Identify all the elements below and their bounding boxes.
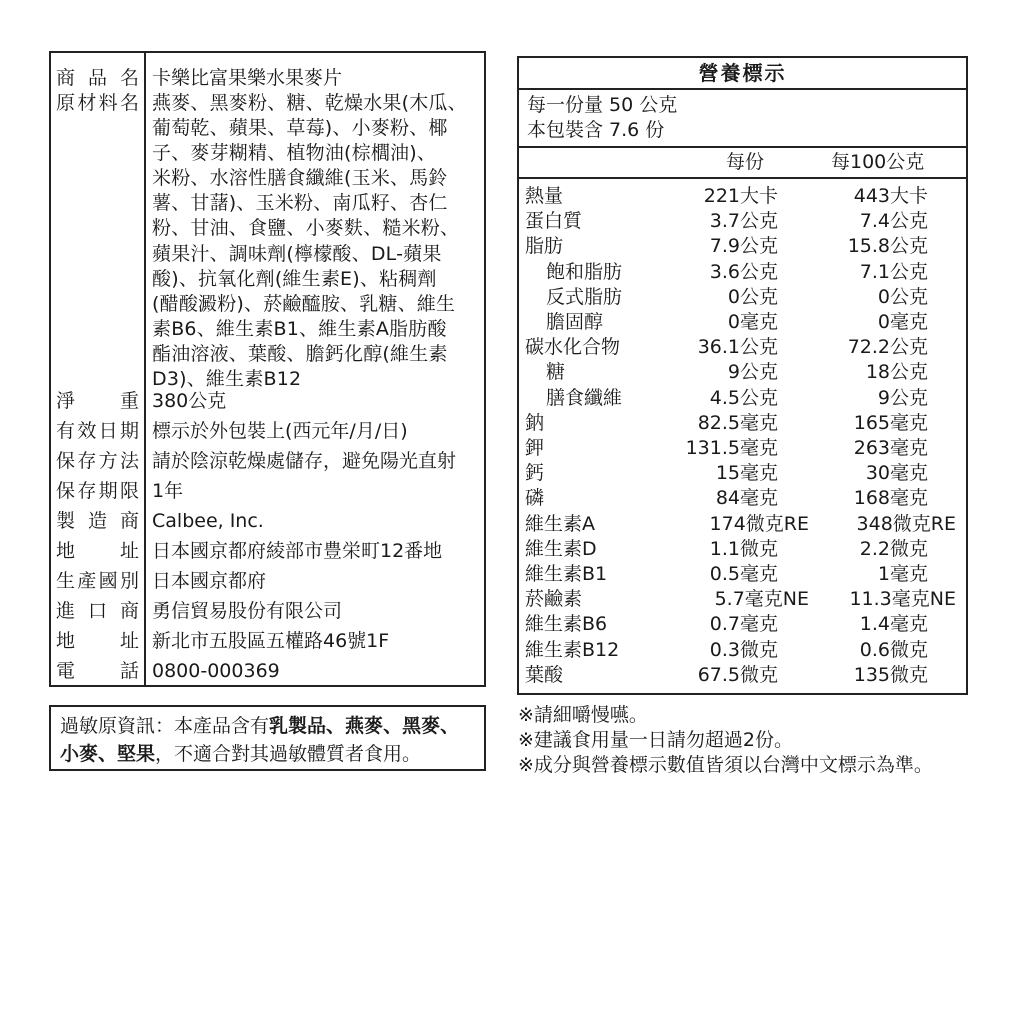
nutrient-per-serving: 3.6公克 xyxy=(709,260,778,283)
value-mfr-address: 日本國京都府綾部市豊栄町12番地 xyxy=(152,540,443,562)
value-importer: 勇信貿易股份有限公司 xyxy=(152,600,343,622)
ingredients-line: 素B6、維生素B1、維生素A脂肪酸 xyxy=(152,317,447,340)
value-manufacturer: Calbee, Inc. xyxy=(152,510,264,532)
label-shelf-life: 保存期限 xyxy=(56,480,139,502)
nutrient-per-100g: 0毫克 xyxy=(877,311,928,333)
ingredients-line: (醋酸澱粉)、菸鹼醯胺、乳糖、維生 xyxy=(152,292,456,315)
value-origin: 日本國京都府 xyxy=(152,570,267,592)
servings-per-pack: 本包裝含 7.6 份 xyxy=(527,119,665,141)
nutrient-per-serving: 7.9公克 xyxy=(709,235,778,258)
nutrient-name: 維生素B6 xyxy=(525,613,608,636)
value-shelf-life: 1年 xyxy=(152,480,184,502)
nutrient-per-serving: 15毫克 xyxy=(715,462,778,485)
nutrient-name: 蛋白質 xyxy=(525,210,583,233)
nutrient-row xyxy=(519,436,966,461)
label-origin: 生產國別 xyxy=(56,570,139,592)
nutrient-per-serving: 0毫克 xyxy=(727,311,778,333)
nutrient-row xyxy=(519,360,966,385)
nutrient-per-100g: 0.6微克 xyxy=(859,638,928,661)
ingredients-line: 米粉、水溶性膳食纖維(玉米、馬鈴 xyxy=(152,167,448,190)
nutrient-per-100g: 1毫克 xyxy=(877,563,928,585)
ingredients-line: 薯、甘藷)、玉米粉、南瓜籽、杏仁 xyxy=(152,192,448,215)
allergen-prefix: 過敏原資訊：本產品含有 xyxy=(60,715,270,737)
nutrient-row xyxy=(519,285,966,310)
nutrient-per-serving: 131.5毫克 xyxy=(685,437,778,459)
nutrient-per-serving: 174微克RE xyxy=(709,512,809,535)
nutrition-table xyxy=(517,56,968,695)
allergen-info: 過敏原資訊：本產品含有乳製品、燕麥、黑麥、 小麥、堅果，不適合對其過敏體質者食用。 xyxy=(49,705,486,771)
allergen-item: 燕麥 xyxy=(345,715,384,737)
nutrient-name: 脂肪 xyxy=(525,235,564,258)
nutrient-name: 熱量 xyxy=(525,185,564,207)
nutrition-title: 營養標示 xyxy=(519,58,966,90)
allergen-item: 堅果 xyxy=(117,743,156,765)
nutrient-per-100g: 168毫克 xyxy=(853,487,928,510)
nutrient-row xyxy=(519,562,966,587)
nutrient-row xyxy=(519,587,966,612)
note-daily-limit: ※建議食用量一日請勿超過2份。 xyxy=(518,729,794,751)
nutrient-per-serving: 82.5毫克 xyxy=(697,411,778,434)
nutrient-per-100g: 7.4公克 xyxy=(859,210,928,233)
ingredients-line: 子、麥芽糊精、植物油(棕櫚油)、 xyxy=(152,142,437,165)
label-product-name: 商品名 xyxy=(56,67,139,89)
ingredients-line: D3)、維生素B12 xyxy=(152,368,302,391)
nutrient-per-100g: 15.8公克 xyxy=(847,235,928,258)
nutrient-per-100g: 30毫克 xyxy=(865,462,928,485)
nutrient-row xyxy=(519,335,966,360)
label-storage: 保存方法 xyxy=(56,450,139,472)
nutrient-row xyxy=(519,638,966,663)
nutrient-row xyxy=(519,234,966,259)
nutrient-row xyxy=(519,184,966,209)
nutrient-per-serving: 221大卡 xyxy=(703,185,778,207)
nutrient-name: 維生素A xyxy=(525,512,595,535)
nutrient-row xyxy=(519,310,966,335)
nutrient-row xyxy=(519,461,966,486)
ingredients-line: 葡萄乾、蘋果、草莓)、小麥粉、椰 xyxy=(152,117,448,140)
nutrient-name: 膽固醇 xyxy=(546,311,604,333)
col-per-100g: 每100公克 xyxy=(831,151,925,173)
nutrient-name: 菸鹼素 xyxy=(525,588,583,611)
nutrient-per-100g: 7.1公克 xyxy=(859,260,928,283)
nutrient-per-100g: 2.2微克 xyxy=(859,537,928,560)
label-mfr-address: 地址 xyxy=(56,540,139,562)
nutrient-per-100g: 443大卡 xyxy=(853,185,928,207)
nutrient-name: 維生素D xyxy=(525,537,597,560)
value-importer-address: 新北市五股區五權路46號1F xyxy=(152,630,390,652)
label-importer-address: 地址 xyxy=(56,630,139,652)
nutrient-name: 碳水化合物 xyxy=(525,336,621,359)
nutrient-per-100g: 9公克 xyxy=(877,386,928,409)
nutrient-row xyxy=(519,209,966,234)
serving-size: 每一份量 50 公克 xyxy=(527,94,678,116)
label-ingredients: 原材料名 xyxy=(56,92,139,114)
ingredients-line: 酸)、抗氧化劑(維生素E)、粘稠劑 xyxy=(152,267,437,290)
nutrient-per-serving: 9公克 xyxy=(727,361,778,384)
label-importer: 進口商 xyxy=(56,600,139,622)
nutrient-row xyxy=(519,663,966,688)
nutrient-per-serving: 84毫克 xyxy=(715,487,778,510)
nutrient-per-serving: 4.5公克 xyxy=(709,386,778,409)
value-expiry: 標示於外包裝上(西元年/月/日) xyxy=(152,420,408,442)
nutrient-name: 反式脂肪 xyxy=(546,285,623,308)
col-per-serving: 每份 xyxy=(726,151,765,173)
label-phone: 電話 xyxy=(56,660,139,682)
note-taiwan-label: ※成分與營養標示數值皆須以台灣中文標示為準。 xyxy=(518,754,933,776)
nutrient-per-serving: 0.5毫克 xyxy=(709,563,778,585)
nutrient-name: 磷 xyxy=(525,487,545,510)
nutrient-row xyxy=(519,612,966,637)
allergen-item: 乳製品 xyxy=(269,715,327,737)
nutrient-name: 鉀 xyxy=(525,437,545,459)
nutrient-per-serving: 36.1公克 xyxy=(697,336,778,359)
nutrient-name: 膳食纖維 xyxy=(546,386,623,409)
value-net-weight: 380公克 xyxy=(152,390,227,412)
ingredients-line: 燕麥、黑麥粉、糖、乾燥水果(木瓜、 xyxy=(152,92,467,114)
nutrient-row xyxy=(519,411,966,436)
nutrient-name: 維生素B12 xyxy=(525,638,620,661)
note-chew: ※請細嚼慢嚥。 xyxy=(518,704,648,726)
nutrient-per-100g: 18公克 xyxy=(865,361,928,384)
nutrient-name: 糖 xyxy=(546,361,566,384)
nutrient-per-100g: 348微克RE xyxy=(856,512,956,535)
nutrient-row xyxy=(519,486,966,511)
nutrient-name: 鈉 xyxy=(525,411,545,434)
ingredients-line: 粉、甘油、食鹽、小麥麩、糙米粉、 xyxy=(152,217,460,240)
nutrient-per-serving: 0公克 xyxy=(727,285,778,308)
label-manufacturer: 製造商 xyxy=(56,510,139,532)
nutrient-per-100g: 135微克 xyxy=(853,663,928,686)
product-info-table xyxy=(49,51,486,687)
nutrient-row xyxy=(519,512,966,537)
nutrient-name: 鈣 xyxy=(525,462,545,485)
nutrient-per-serving: 1.1微克 xyxy=(709,537,778,560)
nutrient-per-serving: 0.3微克 xyxy=(709,638,778,661)
value-product-name: 卡樂比富果樂水果麥片 xyxy=(152,67,343,89)
nutrient-per-100g: 263毫克 xyxy=(853,437,928,459)
nutrient-per-serving: 5.7毫克NE xyxy=(714,588,809,611)
allergen-suffix: ，不適合對其過敏體質者食用。 xyxy=(155,743,422,765)
nutrient-name: 維生素B1 xyxy=(525,563,608,585)
nutrient-per-100g: 1.4毫克 xyxy=(859,613,928,636)
ingredients-line: 酯油溶液、葉酸、膽鈣化醇(維生素 xyxy=(152,342,448,365)
nutrient-per-100g: 11.3毫克NE xyxy=(849,588,956,611)
nutrient-name: 葉酸 xyxy=(525,663,564,686)
label-net-weight: 淨重 xyxy=(56,390,139,412)
nutrient-name: 飽和脂肪 xyxy=(546,260,623,283)
nutrient-per-100g: 72.2公克 xyxy=(847,336,928,359)
label-expiry: 有效日期 xyxy=(56,420,139,442)
ingredients-line: 蘋果汁、調味劑(檸檬酸、DL-蘋果 xyxy=(152,242,442,265)
nutrient-per-serving: 3.7公克 xyxy=(709,210,778,233)
nutrient-row xyxy=(519,386,966,411)
value-phone: 0800-000369 xyxy=(152,660,280,682)
value-storage: 請於陰涼乾燥處儲存，避免陽光直射 xyxy=(152,450,457,472)
nutrient-per-100g: 0公克 xyxy=(877,285,928,308)
nutrient-row xyxy=(519,537,966,562)
ingredients-text xyxy=(152,91,482,392)
nutrient-row xyxy=(519,260,966,285)
nutrient-per-100g: 165毫克 xyxy=(853,411,928,434)
nutrient-per-serving: 67.5微克 xyxy=(697,663,778,686)
allergen-item: 小麥 xyxy=(60,743,99,765)
allergen-item: 黑麥 xyxy=(402,715,441,737)
nutrient-per-serving: 0.7毫克 xyxy=(709,613,778,636)
